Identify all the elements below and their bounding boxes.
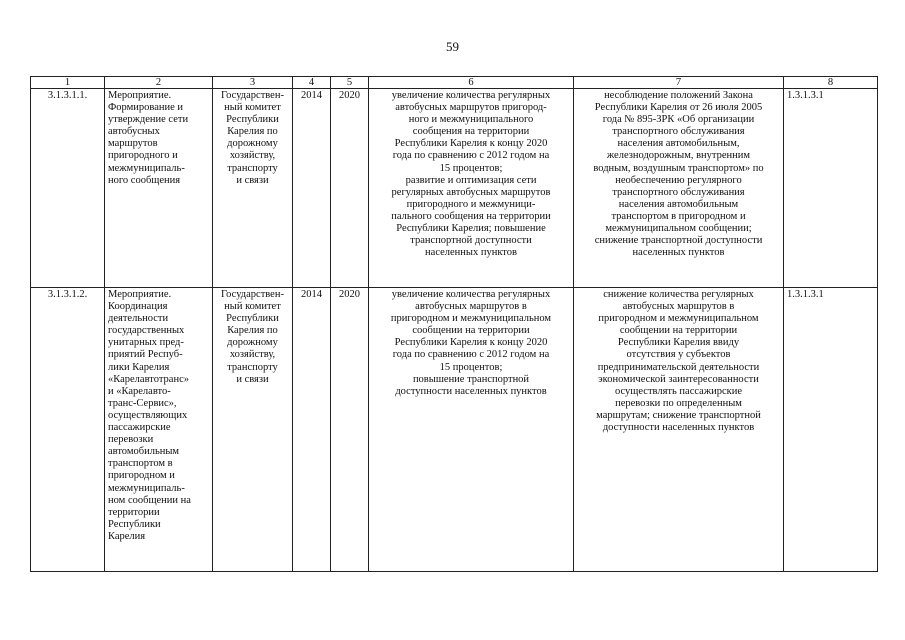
indicator-reference: 1.3.1.3.1	[784, 89, 878, 288]
row-code: 3.1.3.1.2.	[31, 288, 105, 572]
column-header-7: 7	[574, 77, 784, 89]
column-header-8: 8	[784, 77, 878, 89]
measures-table	[30, 76, 878, 572]
start-year: 2014	[293, 288, 331, 572]
row-code: 3.1.3.1.1.	[31, 89, 105, 288]
column-header-4: 4	[293, 77, 331, 89]
non-implementation-consequences: несоблюдение положений Закона Республики Карелия от 26 июля 2005 года № 895-ЗРК «Об организации транспортного обслуживания населения автомобильным, железнодорожным, внутренним водным, воздушным транспортом» по необеспечению регулярного транспортного обслуживания населения автомобильным транспортом в пригородном и межмуниципальном сообщении; снижение транспортной доступности населенных пунктов	[574, 89, 784, 288]
event-description: Мероприятие. Координация деятельности государственных унитарных пред- приятий Респуб- лики Карелия «Карелавтотранс» и «Карелавто- транс-Сервис», осуществляющих пассажирские перевозки автомобильным транспортом в пригородном и межмуниципаль- ном сообщении на территории Республики Карелия	[105, 288, 213, 572]
start-year: 2014	[293, 89, 331, 288]
end-year: 2020	[331, 288, 369, 572]
column-header-6: 6	[369, 77, 574, 89]
executor: Государствен- ный комитет Республики Карелия по дорожному хозяйству, транспорту и связи	[213, 89, 293, 288]
end-year: 2020	[331, 89, 369, 288]
column-header-5: 5	[331, 77, 369, 89]
event-description: Мероприятие. Формирование и утверждение сети автобусных маршрутов пригородного и межмуниципаль- ного сообщения	[105, 89, 213, 288]
executor: Государствен- ный комитет Республики Карелия по дорожному хозяйству, транспорту и связи	[213, 288, 293, 572]
page-number: 59	[446, 39, 459, 54]
expected-result: увеличение количества регулярных автобусных маршрутов в пригородном и межмуниципальном сообщении на территории Республики Карелия к концу 2020 года по сравнению с 2012 годом на 15 процентов; повышение транспортной доступности населенных пунктов	[369, 288, 574, 572]
expected-result: увеличение количества регулярных автобусных маршрутов пригород- ного и межмуниципального сообщения на территории Республики Карелия к концу 2020 года по сравнению с 2012 годом на 15 процентов; развитие и оптимизация сети регулярных автобусных маршрутов пригородного и межмуници- пального сообщения на территории Республики Карелия; повышение транспортной доступности населенных пунктов	[369, 89, 574, 288]
table-row	[31, 288, 878, 572]
header-row	[31, 77, 878, 89]
column-header-2: 2	[105, 77, 213, 89]
column-header-1: 1	[31, 77, 105, 89]
indicator-reference: 1.3.1.3.1	[784, 288, 878, 572]
table-row	[31, 89, 878, 288]
non-implementation-consequences: снижение количества регулярных автобусных маршрутов в пригородном и межмуниципальном сообщении на территории Республики Карелия ввиду отсутствия у субъектов предпринимательской деятельности экономической заинтересованности осуществлять пассажирские перевозки по определенным маршрутам; снижение транспортной доступности населенных пунктов	[574, 288, 784, 572]
column-header-3: 3	[213, 77, 293, 89]
